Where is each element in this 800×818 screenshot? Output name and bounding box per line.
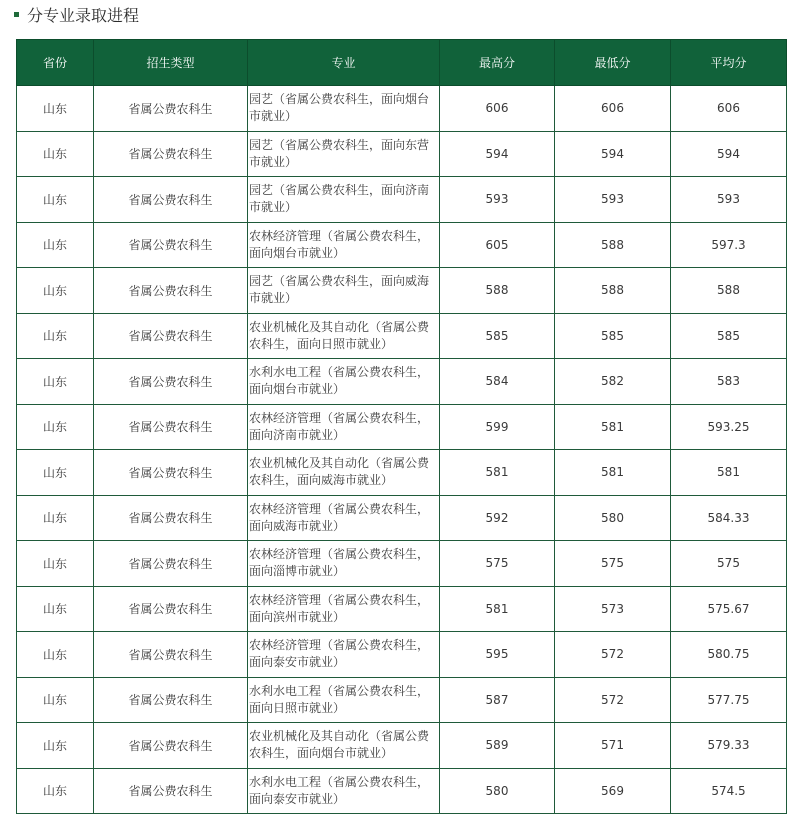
table-row bbox=[17, 677, 787, 723]
cell-min-score: 580 bbox=[555, 495, 671, 541]
cell-province: 山东 bbox=[17, 86, 94, 132]
cell-type: 省属公费农科生 bbox=[94, 677, 248, 723]
table-row bbox=[17, 131, 787, 177]
cell-province: 山东 bbox=[17, 222, 94, 268]
major-text: 水利水电工程（省属公费农科生，面向泰安市就业） bbox=[249, 774, 430, 806]
cell-province: 山东 bbox=[17, 450, 94, 496]
cell-avg-score: 574.5 bbox=[671, 768, 787, 814]
cell-avg-score: 575.67 bbox=[671, 586, 787, 632]
cell-max-score: 594 bbox=[440, 131, 555, 177]
cell-avg-score: 594 bbox=[671, 131, 787, 177]
cell-type: 省属公费农科生 bbox=[94, 723, 248, 769]
cell-max-score: 595 bbox=[440, 632, 555, 678]
cell-province: 山东 bbox=[17, 677, 94, 723]
cell-province: 山东 bbox=[17, 632, 94, 678]
table-body bbox=[17, 86, 787, 814]
cell-max-score: 588 bbox=[440, 268, 555, 314]
header-min-score: 最低分 bbox=[555, 40, 671, 86]
table-row bbox=[17, 541, 787, 587]
table-row bbox=[17, 723, 787, 769]
cell-avg-score: 581 bbox=[671, 450, 787, 496]
cell-major bbox=[248, 86, 440, 132]
table-row bbox=[17, 768, 787, 814]
cell-max-score: 606 bbox=[440, 86, 555, 132]
cell-major bbox=[248, 768, 440, 814]
cell-major bbox=[248, 313, 440, 359]
cell-min-score: 572 bbox=[555, 632, 671, 678]
cell-province: 山东 bbox=[17, 268, 94, 314]
cell-min-score: 594 bbox=[555, 131, 671, 177]
cell-type: 省属公费农科生 bbox=[94, 495, 248, 541]
cell-max-score: 599 bbox=[440, 404, 555, 450]
major-text: 园艺（省属公费农科生，面向烟台市就业） bbox=[249, 92, 430, 124]
cell-major bbox=[248, 677, 440, 723]
cell-max-score: 581 bbox=[440, 586, 555, 632]
major-text: 农林经济管理（省属公费农科生，面向威海市就业） bbox=[249, 501, 430, 533]
table-row bbox=[17, 404, 787, 450]
major-text: 农林经济管理（省属公费农科生，面向泰安市就业） bbox=[249, 638, 430, 670]
cell-type: 省属公费农科生 bbox=[94, 131, 248, 177]
cell-min-score: 581 bbox=[555, 450, 671, 496]
cell-avg-score: 593 bbox=[671, 177, 787, 223]
cell-min-score: 569 bbox=[555, 768, 671, 814]
cell-max-score: 580 bbox=[440, 768, 555, 814]
major-text: 园艺（省属公费农科生，面向济南市就业） bbox=[249, 183, 430, 215]
major-text: 农业机械化及其自动化（省属公费农科生，面向烟台市就业） bbox=[249, 729, 430, 761]
cell-major bbox=[248, 404, 440, 450]
cell-major bbox=[248, 177, 440, 223]
header-type: 招生类型 bbox=[94, 40, 248, 86]
cell-major bbox=[248, 359, 440, 405]
cell-province: 山东 bbox=[17, 404, 94, 450]
table-row bbox=[17, 632, 787, 678]
header-major: 专业 bbox=[248, 40, 440, 86]
header-province: 省份 bbox=[17, 40, 94, 86]
cell-type: 省属公费农科生 bbox=[94, 177, 248, 223]
cell-province: 山东 bbox=[17, 541, 94, 587]
major-text: 园艺（省属公费农科生，面向东营市就业） bbox=[249, 137, 430, 169]
major-text: 水利水电工程（省属公费农科生，面向烟台市就业） bbox=[249, 365, 430, 397]
header-max-score: 最高分 bbox=[440, 40, 555, 86]
cell-min-score: 585 bbox=[555, 313, 671, 359]
major-text: 园艺（省属公费农科生，面向威海市就业） bbox=[249, 274, 430, 306]
cell-min-score: 581 bbox=[555, 404, 671, 450]
cell-type: 省属公费农科生 bbox=[94, 632, 248, 678]
major-text: 农业机械化及其自动化（省属公费农科生，面向日照市就业） bbox=[249, 319, 430, 351]
table-row bbox=[17, 359, 787, 405]
cell-type: 省属公费农科生 bbox=[94, 586, 248, 632]
cell-avg-score: 593.25 bbox=[671, 404, 787, 450]
cell-max-score: 585 bbox=[440, 313, 555, 359]
cell-min-score: 582 bbox=[555, 359, 671, 405]
cell-max-score: 584 bbox=[440, 359, 555, 405]
cell-type: 省属公费农科生 bbox=[94, 268, 248, 314]
section-header bbox=[14, 3, 139, 25]
major-text: 农业机械化及其自动化（省属公费农科生，面向威海市就业） bbox=[249, 456, 430, 488]
cell-province: 山东 bbox=[17, 723, 94, 769]
cell-province: 山东 bbox=[17, 768, 94, 814]
cell-province: 山东 bbox=[17, 313, 94, 359]
table-row bbox=[17, 495, 787, 541]
cell-type: 省属公费农科生 bbox=[94, 768, 248, 814]
major-text: 农林经济管理（省属公费农科生，面向滨州市就业） bbox=[249, 592, 430, 624]
table-row bbox=[17, 222, 787, 268]
cell-major bbox=[248, 541, 440, 587]
major-text: 水利水电工程（省属公费农科生，面向日照市就业） bbox=[249, 683, 430, 715]
table-row bbox=[17, 450, 787, 496]
table-row bbox=[17, 177, 787, 223]
cell-province: 山东 bbox=[17, 495, 94, 541]
cell-avg-score: 606 bbox=[671, 86, 787, 132]
cell-major bbox=[248, 450, 440, 496]
cell-type: 省属公费农科生 bbox=[94, 450, 248, 496]
cell-max-score: 592 bbox=[440, 495, 555, 541]
cell-min-score: 606 bbox=[555, 86, 671, 132]
cell-avg-score: 597.3 bbox=[671, 222, 787, 268]
cell-province: 山东 bbox=[17, 131, 94, 177]
cell-major bbox=[248, 495, 440, 541]
cell-avg-score: 580.75 bbox=[671, 632, 787, 678]
cell-min-score: 572 bbox=[555, 677, 671, 723]
cell-avg-score: 579.33 bbox=[671, 723, 787, 769]
cell-major bbox=[248, 632, 440, 678]
major-text: 农林经济管理（省属公费农科生，面向淄博市就业） bbox=[249, 547, 430, 579]
cell-major bbox=[248, 131, 440, 177]
cell-min-score: 593 bbox=[555, 177, 671, 223]
cell-min-score: 571 bbox=[555, 723, 671, 769]
cell-avg-score: 585 bbox=[671, 313, 787, 359]
cell-max-score: 589 bbox=[440, 723, 555, 769]
cell-avg-score: 577.75 bbox=[671, 677, 787, 723]
cell-avg-score: 588 bbox=[671, 268, 787, 314]
cell-max-score: 587 bbox=[440, 677, 555, 723]
cell-min-score: 573 bbox=[555, 586, 671, 632]
cell-major bbox=[248, 268, 440, 314]
cell-max-score: 593 bbox=[440, 177, 555, 223]
cell-avg-score: 584.33 bbox=[671, 495, 787, 541]
cell-avg-score: 583 bbox=[671, 359, 787, 405]
major-text: 农林经济管理（省属公费农科生，面向烟台市就业） bbox=[249, 228, 430, 260]
cell-major bbox=[248, 723, 440, 769]
header-avg-score: 平均分 bbox=[671, 40, 787, 86]
cell-type: 省属公费农科生 bbox=[94, 359, 248, 405]
cell-max-score: 575 bbox=[440, 541, 555, 587]
cell-type: 省属公费农科生 bbox=[94, 222, 248, 268]
cell-min-score: 588 bbox=[555, 222, 671, 268]
cell-min-score: 575 bbox=[555, 541, 671, 587]
square-bullet-icon bbox=[14, 12, 19, 17]
cell-max-score: 605 bbox=[440, 222, 555, 268]
table-header bbox=[17, 40, 787, 86]
table-row bbox=[17, 268, 787, 314]
cell-major bbox=[248, 586, 440, 632]
cell-province: 山东 bbox=[17, 586, 94, 632]
admission-table-container bbox=[16, 39, 786, 814]
cell-type: 省属公费农科生 bbox=[94, 86, 248, 132]
cell-avg-score: 575 bbox=[671, 541, 787, 587]
admission-table bbox=[16, 39, 787, 814]
cell-major bbox=[248, 222, 440, 268]
cell-type: 省属公费农科生 bbox=[94, 313, 248, 359]
cell-province: 山东 bbox=[17, 359, 94, 405]
cell-min-score: 588 bbox=[555, 268, 671, 314]
cell-province: 山东 bbox=[17, 177, 94, 223]
table-row bbox=[17, 586, 787, 632]
section-title: 分专业录取进程 bbox=[27, 5, 140, 25]
cell-type: 省属公费农科生 bbox=[94, 541, 248, 587]
cell-type: 省属公费农科生 bbox=[94, 404, 248, 450]
major-text: 农林经济管理（省属公费农科生，面向济南市就业） bbox=[249, 410, 430, 442]
table-row bbox=[17, 86, 787, 132]
cell-max-score: 581 bbox=[440, 450, 555, 496]
table-row bbox=[17, 313, 787, 359]
table-header-row bbox=[17, 40, 787, 86]
